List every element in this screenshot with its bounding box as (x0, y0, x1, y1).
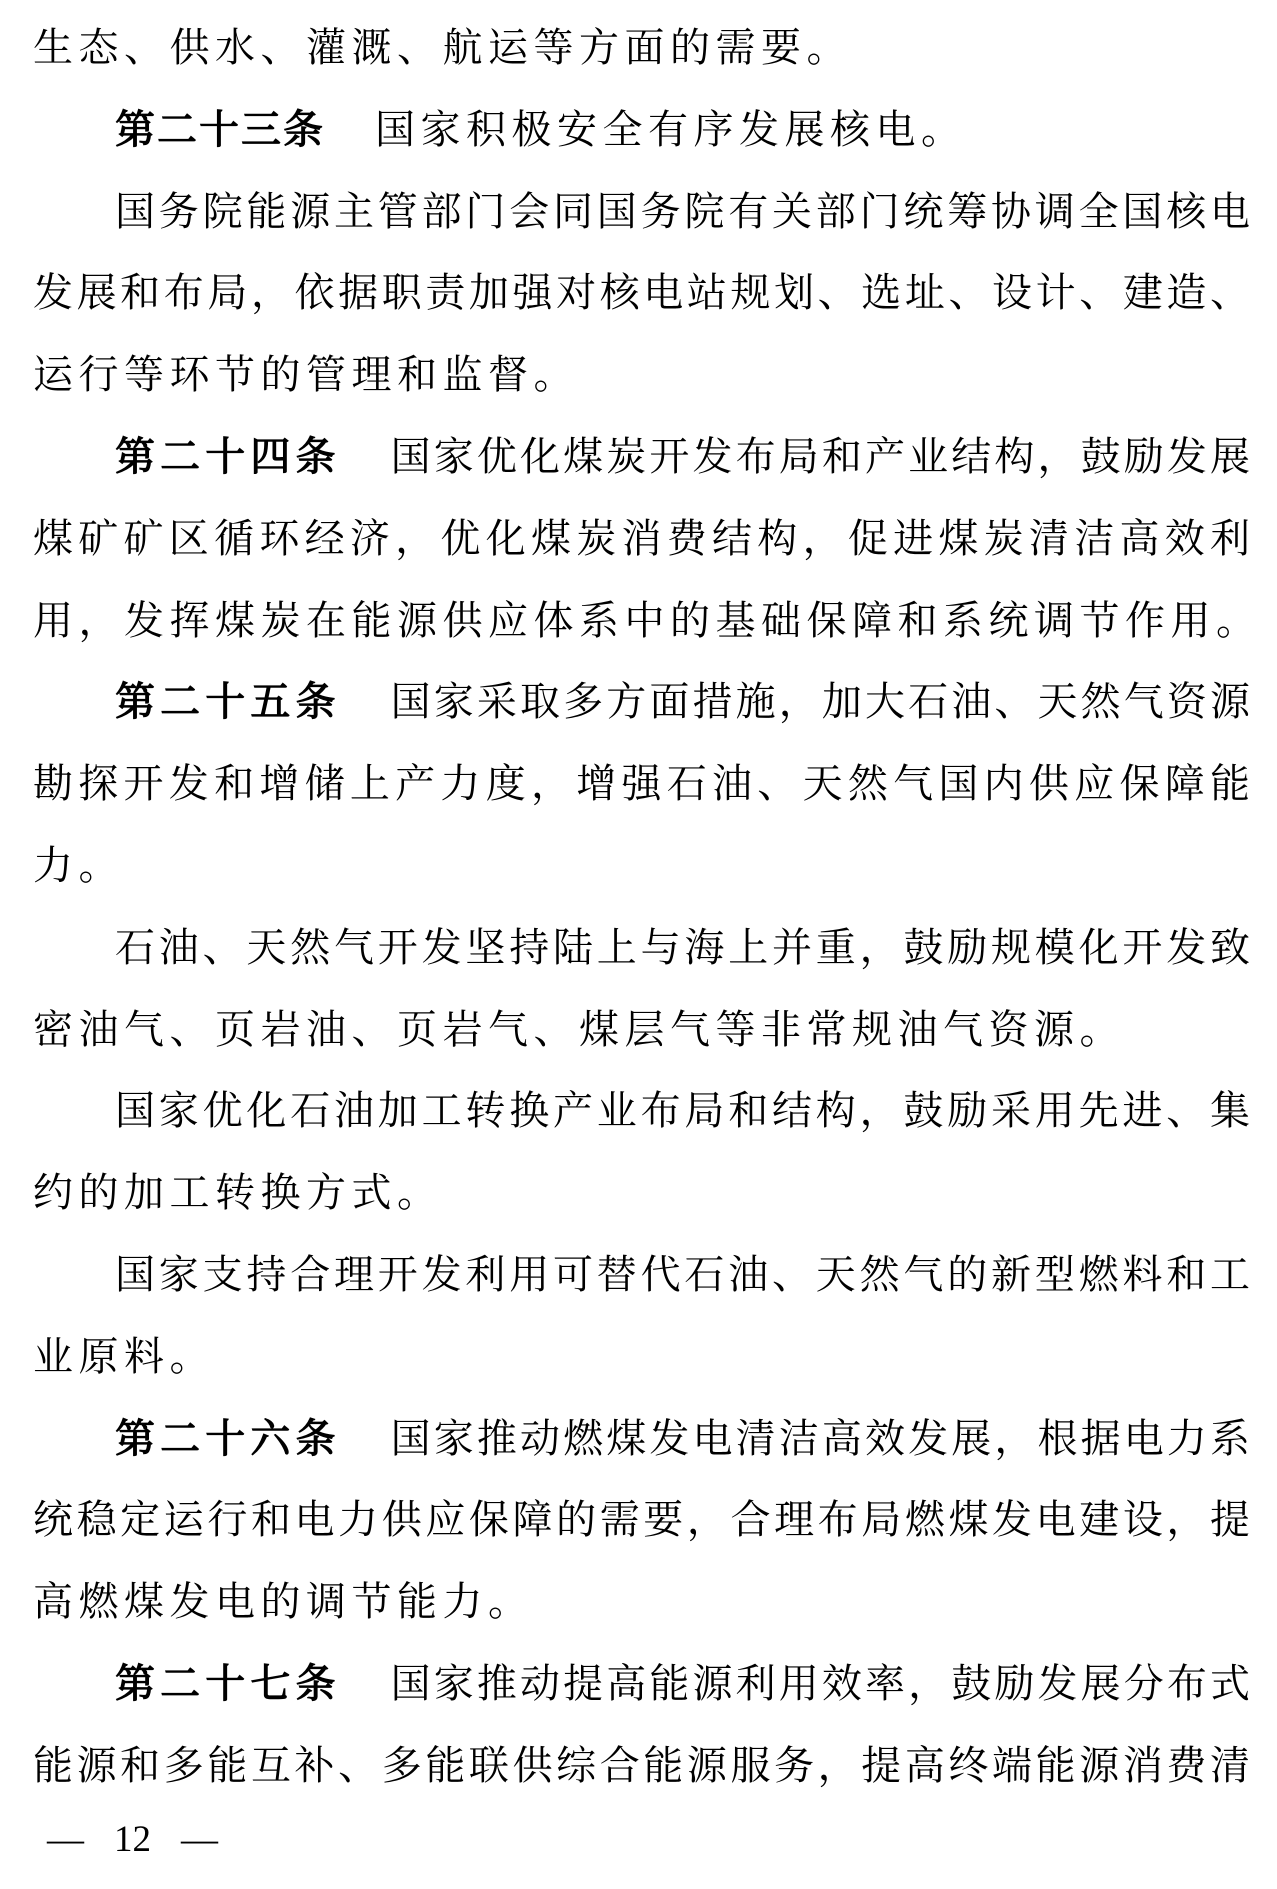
line-text: 发展和布局，依据职责加强对核电站规划、选址、设计、建造、 (33, 270, 1250, 316)
document-body (33, 7, 1262, 1807)
line-text: 国家优化石油加工转换产业布局和结构，鼓励采用先进、集 (115, 1088, 1250, 1134)
text-line (33, 1725, 1250, 1807)
text-line (33, 907, 1250, 989)
line-text: 用，发挥煤炭在能源供应体系中的基础保障和系统调节作用。 (33, 597, 1262, 643)
line-text: 石油、天然气开发坚持陆上与海上并重，鼓励规模化开发致 (115, 924, 1250, 970)
line-text: 业原料。 (33, 1333, 215, 1379)
line-text: 运行等环节的管理和监督。 (33, 352, 579, 398)
text-line (33, 1070, 1250, 1152)
line-text: 国务院能源主管部门会同国务院有关部门统筹协调全国核电 (115, 188, 1250, 234)
text-line (33, 252, 1250, 334)
text-line (33, 498, 1250, 580)
line-text: 煤矿矿区循环经济，优化煤炭消费结构，促进煤炭清洁高效利 (33, 515, 1250, 561)
footer-dash-right: — (181, 1819, 218, 1860)
text-line (33, 89, 1250, 171)
text-line (33, 1316, 1250, 1398)
text-line (33, 7, 1250, 89)
article-number: 第二十五条 (115, 680, 341, 725)
line-text: 生态、供水、灌溉、航运等方面的需要。 (33, 25, 852, 70)
line-text: 约的加工转换方式。 (33, 1170, 443, 1216)
line-text: 高燃煤发电的调节能力。 (33, 1579, 534, 1625)
line-text: 勘探开发和增储上产力度，增强石油、天然气国内供应保障能 (33, 761, 1250, 807)
text-line (33, 1398, 1250, 1480)
text-line (33, 1643, 1250, 1725)
text-line (33, 334, 1250, 416)
text-line (33, 989, 1250, 1071)
article-number: 第二十三条 (115, 107, 325, 152)
text-line (33, 825, 1250, 907)
article-number: 第二十四条 (115, 434, 341, 479)
text-line (33, 171, 1250, 253)
text-line (33, 1561, 1250, 1643)
text-line (33, 743, 1250, 825)
line-text: 国家积极安全有序发展核电。 (375, 106, 967, 152)
text-line (33, 580, 1262, 662)
text-line (33, 1234, 1250, 1316)
line-text: 能源和多能互补、多能联供综合能源服务，提高终端能源消费清 (33, 1742, 1250, 1788)
line-text: 国家采取多方面措施，加大石油、天然气资源 (390, 679, 1250, 725)
text-line (33, 1152, 1250, 1234)
text-line (33, 416, 1250, 498)
footer-dash-left: — (47, 1819, 84, 1860)
line-text: 统稳定运行和电力供应保障的需要，合理布局燃煤发电建设，提 (33, 1497, 1250, 1543)
line-text: 国家优化煤炭开发布局和产业结构，鼓励发展 (390, 433, 1250, 479)
page-footer (47, 1812, 218, 1868)
text-line (33, 1479, 1250, 1561)
line-text: 密油气、页岩油、页岩气、煤层气等非常规油气资源。 (33, 1006, 1125, 1052)
article-number: 第二十六条 (115, 1416, 341, 1461)
line-text: 国家推动燃煤发电清洁高效发展，根据电力系 (390, 1415, 1250, 1461)
page-number: 12 (114, 1819, 151, 1860)
line-text: 国家支持合理开发利用可替代石油、天然气的新型燃料和工 (115, 1251, 1250, 1297)
text-line (33, 661, 1250, 743)
article-number: 第二十七条 (115, 1661, 341, 1706)
line-text: 国家推动提高能源利用效率，鼓励发展分布式 (390, 1660, 1250, 1706)
line-text: 力。 (33, 842, 124, 888)
